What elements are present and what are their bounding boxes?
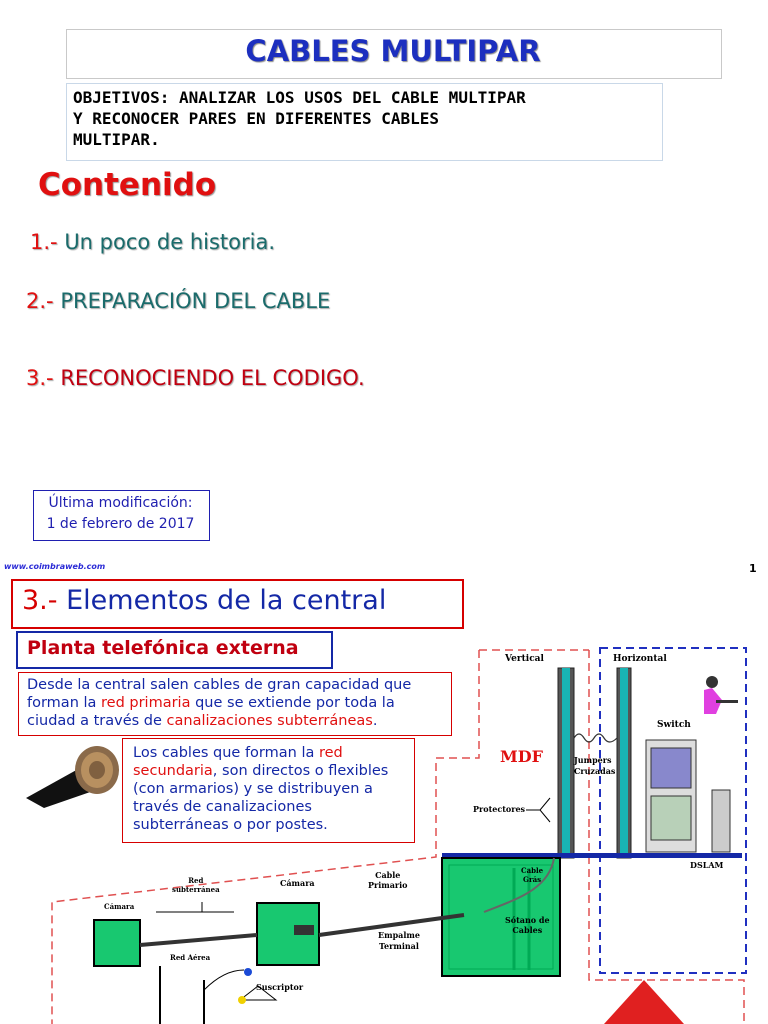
section-title-text: Elementos de la central	[66, 585, 387, 616]
contents-item-number: 2.-	[26, 289, 54, 313]
label-camara-left: Cámara	[104, 902, 135, 911]
contents-item-number: 3.-	[26, 366, 54, 390]
label-red-subterranea: Red subterránea	[172, 876, 220, 894]
label-jumpers: Jumpers Cruzadas	[574, 755, 616, 776]
contents-item-1	[30, 230, 275, 254]
label-switch: Switch	[657, 720, 691, 730]
label-vertical: Vertical	[505, 654, 544, 664]
page-number: 1	[749, 562, 757, 575]
label-empalme: Empalme Terminal	[378, 930, 420, 951]
contents-item-2	[26, 289, 330, 313]
secondary-network-text: Los cables que forman la red secundaria, son directos o flexibles (con armarios) y se distribuyen a través de canalizaciones subterráneas o por postes.	[133, 745, 389, 833]
contents-item-text: RECONOCIENDO EL CODIGO.	[60, 366, 365, 390]
contents-item-text: PREPARACIÓN DEL CABLE	[60, 289, 331, 313]
label-red-aerea: Red Aérea	[170, 953, 211, 962]
contents-item-text: Un poco de historia.	[64, 230, 276, 254]
subtitle: Planta telefónica externa	[27, 637, 299, 659]
page-title: CABLES MULTIPAR	[245, 34, 541, 68]
modified-text	[33, 493, 208, 535]
contents-heading: Contenido	[38, 167, 217, 203]
objectives-line-2: Y RECONOCER PARES EN DIFERENTES CABLES	[73, 109, 440, 128]
footer-url[interactable]: www.coimbraweb.com	[4, 562, 106, 571]
multipair-cable-image	[22, 738, 122, 808]
objectives-text	[73, 87, 658, 150]
modified-date: 1 de febrero de 2017	[46, 516, 195, 532]
label-cable-primario: Cable Primario	[368, 870, 408, 890]
label-cable-gras: Cable Grás	[521, 866, 544, 884]
objectives-line-3: MULTIPAR.	[73, 130, 160, 149]
label-protectores: Protectores	[473, 804, 526, 814]
label-mdf: MDF	[500, 747, 543, 766]
primary-network-text: Desde la central salen cables de gran capacidad que forman la red primaria que se extiende por toda la ciudad a través de canalizaciones subterráneas.	[27, 677, 412, 729]
label-suscriptor: Suscriptor	[256, 982, 304, 992]
label-dslam: DSLAM	[690, 860, 724, 870]
contents-item-3	[26, 366, 365, 390]
contents-item-number: 1.-	[30, 230, 58, 254]
label-horizontal: Horizontal	[613, 654, 667, 664]
red-secundaria-term: red secundaria	[133, 745, 343, 779]
objectives-line-1: OBJETIVOS: ANALIZAR LOS USOS DEL CABLE MULTIPAR	[73, 88, 526, 107]
section-number: 3.-	[22, 585, 58, 616]
label-camara-top: Cámara	[280, 878, 315, 888]
modified-label: Última modificación:	[48, 495, 193, 511]
label-sotano: Sótano de Cables	[505, 915, 550, 935]
section-title	[22, 585, 386, 616]
canalizaciones-term: canalizaciones subterráneas	[166, 713, 373, 729]
red-primaria-term: red primaria	[101, 695, 191, 711]
